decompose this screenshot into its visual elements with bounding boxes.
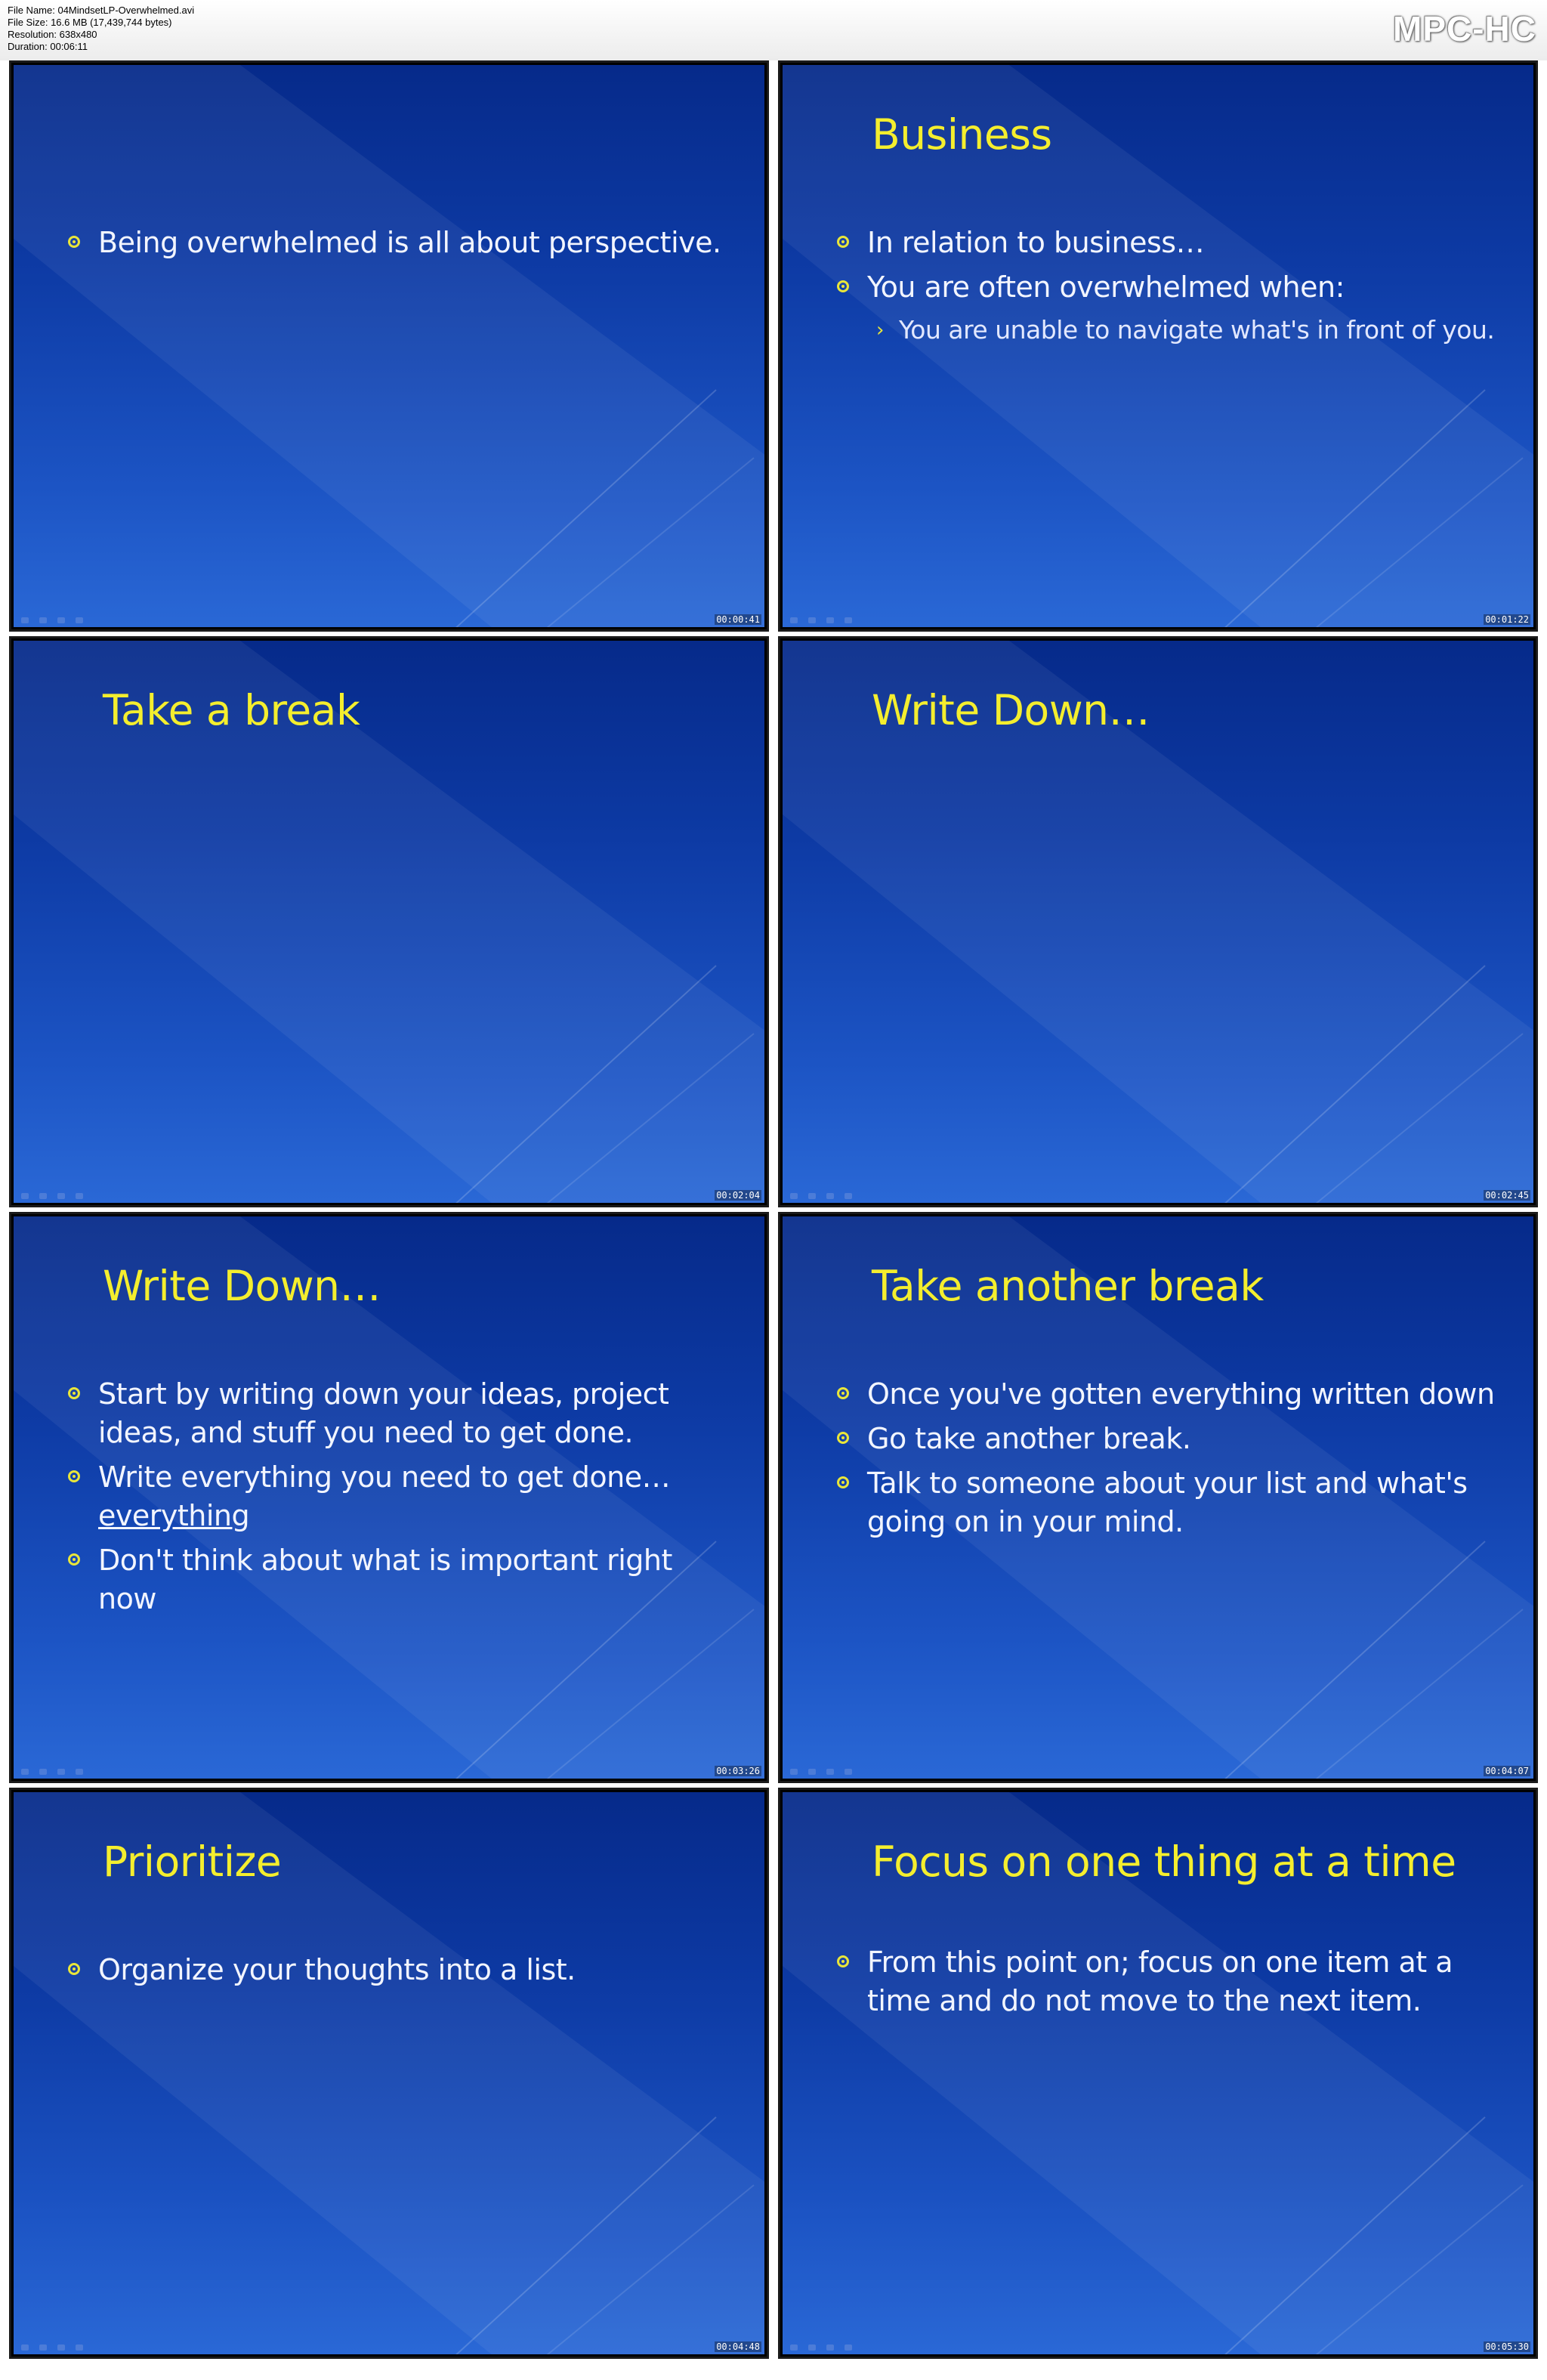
slide-bullets [837, 1943, 1502, 2026]
bullet-text: Once you've gotten everything written down [867, 1377, 1495, 1411]
slide-title: Business [872, 110, 1052, 159]
sheet-header [0, 0, 1547, 60]
bullet-icon [837, 1387, 849, 1399]
bullet-text: Don't think about what is important right now [98, 1544, 672, 1615]
bullet-icon [837, 1432, 849, 1444]
timestamp: 00:01:22 [1485, 614, 1529, 625]
bullet-icon [837, 280, 849, 292]
mpc-hc-logo: MPC-HC [1393, 9, 1536, 48]
bullet-text: Talk to someone about your list and what's going on in your mind. [867, 1467, 1468, 1538]
slide-bullets [68, 1951, 733, 1995]
slide-controls [790, 1763, 881, 1773]
thumbnail-grid [9, 60, 1541, 2377]
file-duration: Duration: 00:06:11 [8, 41, 88, 52]
bullet-item [837, 1375, 1502, 1414]
timestamp: 00:05:30 [1485, 2341, 1529, 2352]
bullet-icon [837, 1476, 849, 1488]
bullet-icon [68, 236, 80, 248]
bullet-item [837, 1420, 1502, 1458]
thumbnail-2[interactable] [778, 60, 1538, 632]
slide-title: Take a break [103, 686, 360, 734]
bullet-icon [68, 1963, 80, 1975]
bullet-icon [837, 1955, 849, 1967]
thumbnail-3[interactable] [9, 636, 769, 1207]
bullet-text: Organize your thoughts into a list. [98, 1953, 576, 1986]
thumbnail-8[interactable] [778, 1788, 1538, 2359]
slide-title: Prioritize [103, 1838, 282, 1886]
file-name: File Name: 04MindsetLP-Overwhelmed.avi [8, 5, 195, 16]
bullet-icon [68, 1387, 80, 1399]
slide-bullets [68, 224, 733, 268]
slide-controls [21, 1188, 112, 1197]
slide [783, 641, 1533, 1203]
timestamp: 00:02:04 [716, 1190, 760, 1201]
slide-bullets [837, 224, 1502, 348]
bullet-text: Being overwhelmed is all about perspective. [98, 226, 721, 259]
bullet-text: From this point on; focus on one item at a time and do not move to the next item. [867, 1946, 1453, 2017]
bullet-text: Write everything you need to get done… [98, 1460, 671, 1494]
timestamp: 00:04:07 [1485, 1766, 1529, 1776]
bullet-item [837, 1464, 1502, 1541]
timestamp: 00:03:26 [716, 1766, 760, 1776]
slide [14, 641, 764, 1203]
sub-bullet [837, 313, 1502, 348]
thumbnail-4[interactable] [778, 636, 1538, 1207]
slide-controls [790, 2339, 881, 2348]
bullet-item [68, 1541, 733, 1618]
slide-title: Write Down… [103, 1262, 381, 1310]
file-resolution: Resolution: 638x480 [8, 29, 97, 40]
slide-controls [21, 2339, 112, 2348]
slide-controls [21, 1763, 112, 1773]
sub-bullet-text: You are unable to navigate what's in front of you. [899, 315, 1495, 345]
underlined-word: everything [98, 1499, 250, 1532]
slide-controls [790, 612, 881, 621]
slide-title: Write Down… [872, 686, 1150, 734]
bullet-item [837, 224, 1502, 262]
slide-title: Focus on one thing at a time [872, 1838, 1456, 1886]
file-info [8, 5, 194, 53]
bullet-icon [68, 1470, 80, 1482]
bullet-text: Start by writing down your ideas, project ideas, and stuff you need to get done. [98, 1377, 669, 1449]
slide-bullets [68, 1375, 733, 1624]
bullet-item [837, 268, 1502, 307]
slide-title: Take another break [872, 1262, 1264, 1310]
slide [14, 65, 764, 627]
thumbnail-5[interactable] [9, 1212, 769, 1783]
file-size: File Size: 16.6 MB (17,439,744 bytes) [8, 17, 172, 28]
bullet-icon [68, 1553, 80, 1566]
chevron-icon: › [876, 319, 884, 342]
timestamp: 00:00:41 [716, 614, 760, 625]
slide [783, 1216, 1533, 1779]
bullet-item [837, 1943, 1502, 2020]
bullet-item [68, 1458, 733, 1535]
bullet-text: Go take another break. [867, 1422, 1191, 1455]
slide [783, 65, 1533, 627]
thumbnail-1[interactable] [9, 60, 769, 632]
bullet-icon [837, 236, 849, 248]
timestamp: 00:04:48 [716, 2341, 760, 2352]
bullet-text: You are often overwhelmed when: [867, 270, 1345, 304]
thumbnail-6[interactable] [778, 1212, 1538, 1783]
bullet-item [68, 1951, 733, 1989]
slide-bullets [837, 1375, 1502, 1547]
slide [14, 1792, 764, 2354]
slide [14, 1216, 764, 1779]
slide-background-graphic [14, 65, 764, 627]
slide-controls [790, 1188, 881, 1197]
thumbnail-7[interactable] [9, 1788, 769, 2359]
timestamp: 00:02:45 [1485, 1190, 1529, 1201]
slide-controls [21, 612, 112, 621]
bullet-text: In relation to business… [867, 226, 1205, 259]
slide [783, 1792, 1533, 2354]
bullet-item [68, 1375, 733, 1452]
bullet-item [68, 224, 733, 262]
